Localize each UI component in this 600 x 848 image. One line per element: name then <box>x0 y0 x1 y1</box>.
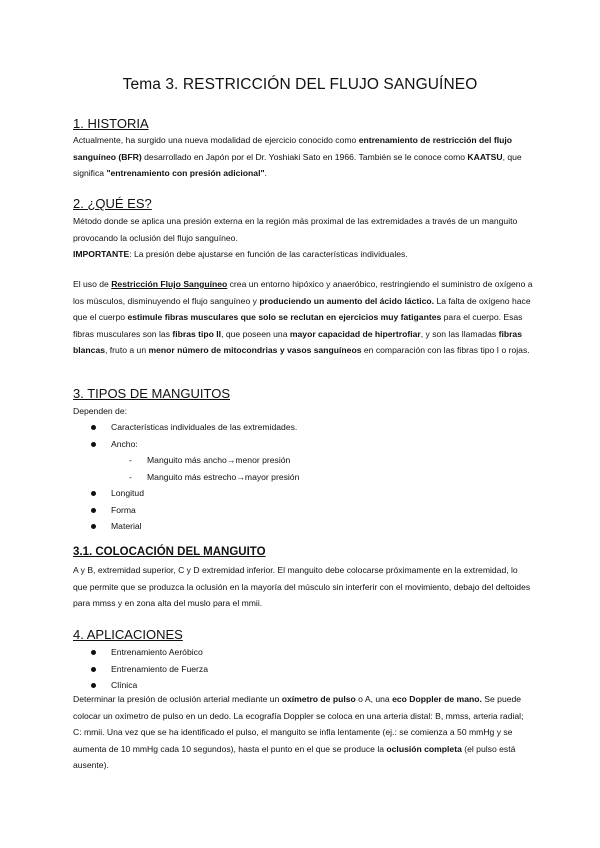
heading-que-es: 2. ¿QUÉ ES? <box>73 196 152 211</box>
list-item: Características individuales de las extremidades. <box>73 419 297 436</box>
tipos-list <box>73 419 297 452</box>
heading-historia: 1. HISTORIA <box>73 116 149 131</box>
paragraph-colocacion: A y B, extremidad superior, C y D extremidad inferior. El manguito debe colocarse próximamente en la extremidad, lo que permite que se produzca la oclusión en la mayoría del músculo sin interferir con el movimiento, debajo del deltoides para mmss y en zona alta del muslo para el mmii. <box>73 565 531 608</box>
paragraph-definicion: Método donde se aplica una presión externa en la región más proximal de las extremidades a través de un manguito provocando la oclusión del flujo sanguíneo. IMPORTANTE: La presión debe ajustarse en función de las características individuales. <box>73 216 518 259</box>
tipos-list-rest <box>73 485 144 535</box>
sub-list-item: - Manguito más ancho→menor presión <box>73 452 299 469</box>
list-item: Material <box>73 518 144 535</box>
list-item: Longitud <box>73 485 144 502</box>
heading-tipos-manguitos: 3. TIPOS DE MANGUITOS <box>73 386 230 401</box>
aplicaciones-list <box>73 644 208 694</box>
page-title: Tema 3. RESTRICCIÓN DEL FLUJO SANGUÍNEO <box>122 76 478 93</box>
sub-list-item: - Manguito más estrecho→mayor presión <box>73 469 299 486</box>
list-item: Entrenamiento Aeróbico <box>73 644 208 661</box>
paragraph-presion-oclusion: Determinar la presión de oclusión arterial mediante un oxímetro de pulso o A, una eco Doppler de mano. Se puede colocar un oxímetro de pulso en un dedo. La ecografía Doppler se coloca en una arteria distal: B, mmss, arteria radial; C: mmii. Una vez que se ha identificado el pulso, el manguito se infla lentamente (ej.: se comienza a 50 mmHg y se aumenta de 10 mmHg cada 10 segundos), hasta el punto en el que se produce la oclusión completa (el pulso está ausente). <box>73 694 524 770</box>
tipos-intro: Dependen de: <box>73 406 127 416</box>
ancho-sublist <box>73 452 299 485</box>
list-item: Entrenamiento de Fuerza <box>73 661 208 678</box>
heading-colocacion: 3.1. COLOCACIÓN DEL MANGUITO <box>73 546 266 558</box>
heading-aplicaciones: 4. APLICACIONES <box>73 627 183 642</box>
list-item: Clínica <box>73 677 208 694</box>
paragraph-historia: Actualmente, ha surgido una nueva modalidad de ejercicio conocido como entrenamiento de restricción del flujo sanguíneo (BFR) desarrollado en Japón por el Dr. Yoshiaki Sato en 1966. También se le conoce como KAATSU, que significa "entrenamiento con presión adicional". <box>73 135 522 178</box>
list-item: Forma <box>73 502 144 519</box>
paragraph-uso-bfr: El uso de Restricción Flujo Sanguíneo crea un entorno hipóxico y anaeróbico, restringiendo el suministro de oxígeno a los músculos, disminuyendo el flujo sanguíneo y produciendo un aumento del ácido láctico. La falta de oxígeno hace que el cuerpo estimule fibras musculares que solo se reclutan en ejercicios muy fatigantes para el cuerpo. Esas fibras musculares son las fibras tipo II, que poseen una mayor capacidad de hipertrofiar, y son las llamadas fibras blancas, fruto a un menor número de mitocondrias y vasos sanguíneos en comparación con las fibras tipo I o rojas. <box>73 279 533 355</box>
list-item: Ancho: <box>73 436 297 453</box>
